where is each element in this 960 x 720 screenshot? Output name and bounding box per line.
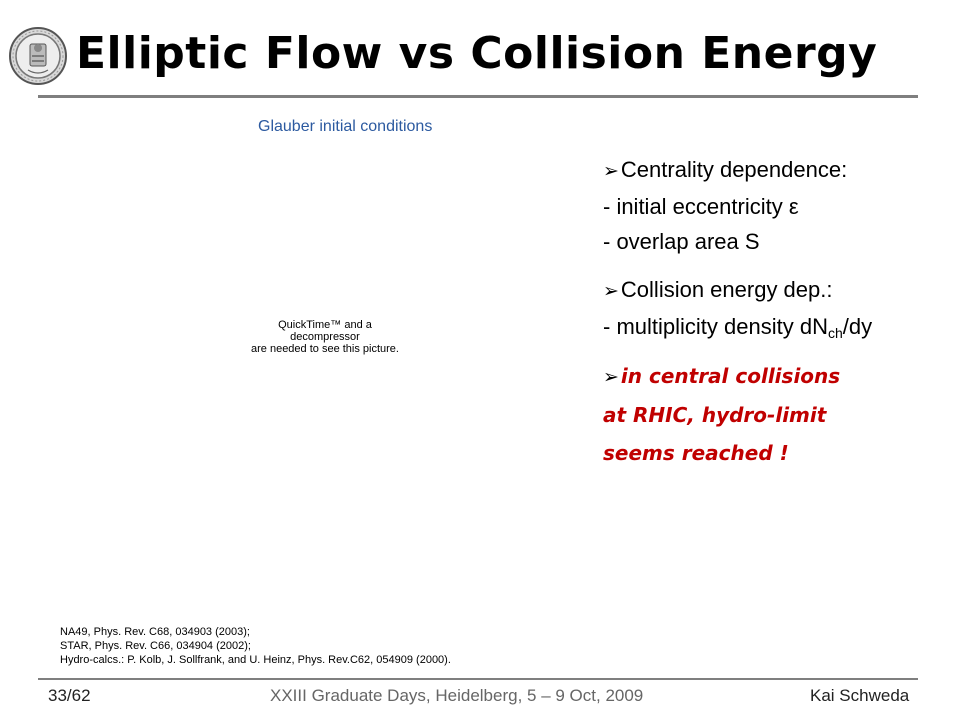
- bullet-list: [603, 152, 953, 472]
- bullet-centrality: [603, 152, 953, 189]
- sub-item-multiplicity: [603, 309, 953, 344]
- references: [60, 625, 451, 667]
- event-name: XXIII Graduate Days, Heidelberg, 5 – 9 Oct, 2009: [270, 686, 644, 705]
- sub-item-text: - multiplicity density dN: [603, 314, 828, 339]
- university-seal-icon: [8, 26, 68, 86]
- arrow-bullet-icon: ➢: [603, 281, 619, 302]
- sub-item-eccentricity: - initial eccentricity ε: [603, 194, 799, 219]
- page-number: 33/62: [48, 686, 91, 705]
- author-name: Kai Schweda: [810, 686, 910, 705]
- emphasis-text: in central collisions: [620, 364, 841, 388]
- missing-picture-placeholder: [250, 319, 400, 355]
- figure-caption: Glauber initial conditions: [258, 118, 433, 135]
- reference-item: NA49, Phys. Rev. C68, 034903 (2003);: [60, 626, 250, 638]
- sub-item-overlap-area: - overlap area S: [603, 229, 760, 254]
- bullet-collision-energy: [603, 272, 953, 309]
- placeholder-line: are needed to see this picture.: [251, 343, 399, 355]
- placeholder-line: decompressor: [290, 331, 360, 343]
- title-divider: [38, 95, 918, 98]
- subscript-ch: ch: [827, 325, 843, 341]
- arrow-bullet-icon: ➢: [603, 366, 619, 388]
- arrow-bullet-icon: ➢: [603, 161, 619, 182]
- slide-title: Elliptic Flow vs Collision Energy: [76, 28, 878, 79]
- emphasis-line: seems reached !: [603, 441, 789, 465]
- bullet-text: Collision energy dep.:: [620, 277, 833, 302]
- emphasis-line: at RHIC, hydro-limit: [603, 403, 827, 427]
- bullet-text: Centrality dependence:: [620, 157, 848, 182]
- reference-item: Hydro-calcs.: P. Kolb, J. Sollfrank, and U. Heinz, Phys. Rev.C62, 054909 (2000).: [60, 654, 451, 666]
- sub-item-text-end: /dy: [842, 314, 873, 339]
- emphasis-conclusion: [603, 357, 953, 472]
- footer-divider: [38, 678, 918, 680]
- emphasis-line: [603, 357, 953, 396]
- reference-item: STAR, Phys. Rev. C66, 034904 (2002);: [60, 640, 251, 652]
- placeholder-line: QuickTime™ and a: [278, 319, 372, 331]
